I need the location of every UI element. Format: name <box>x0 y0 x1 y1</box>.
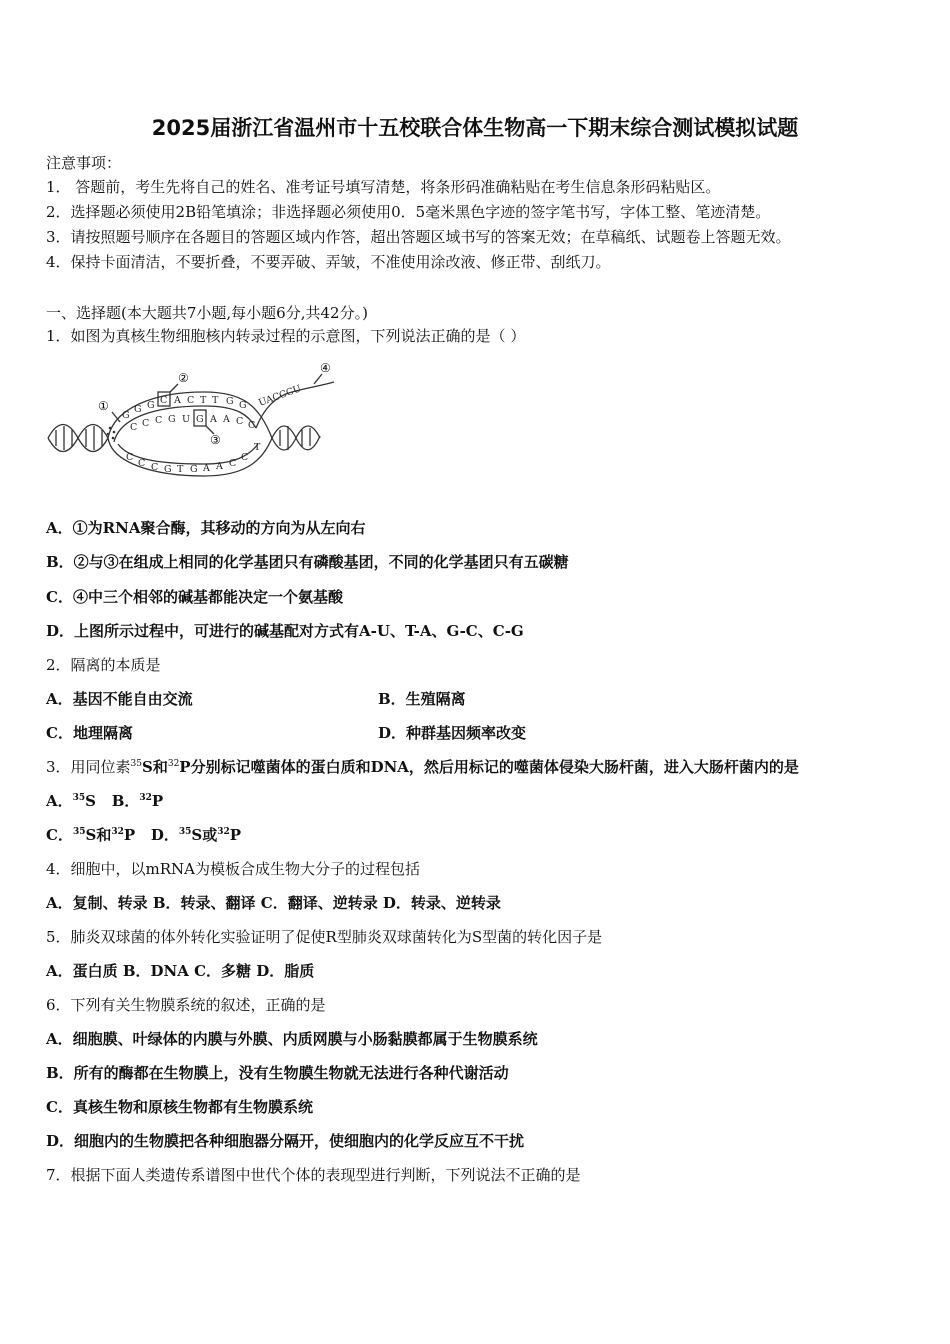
base-rna-9: C <box>248 420 256 431</box>
q3-stem: 3．用同位素$^{35}$S和$^{32}$P分别标记噬菌体的蛋白质和DNA，然后用标记的噬菌体侵染大肠杆菌，进入大肠杆菌内的是 <box>46 758 799 776</box>
marker-2: ② <box>178 371 189 385</box>
base-rna-8: C <box>236 416 244 427</box>
base-top-2: G <box>147 400 155 411</box>
base-bottom-5: G <box>190 464 198 475</box>
notice-item-3: 3．请按照题号顺序在各题目的答题区域内作答，超出答题区域书写的答案无效；在草稿纸、试题卷上答题无效。 <box>46 228 791 246</box>
q6-stem: 6．下列有关生物膜系统的叙述，正确的是 <box>46 996 326 1014</box>
base-rna-3: G <box>168 414 176 425</box>
base-bottom-9: C <box>241 452 249 463</box>
base-bottom-0: C <box>126 452 134 463</box>
q4-options: A．复制、转录 B．转录、翻译 C．翻译、逆转录 D．转录、逆转录 <box>46 894 501 912</box>
q3-options-cd: C．$^{35}$S和$^{32}$P D．$^{35}$S或$^{32}$P <box>46 826 242 844</box>
q2-option-c: C．地理隔离 <box>46 724 133 742</box>
notice-item-1: 1． 答题前，考生先将自己的姓名、准考证号填写清楚，将条形码准确粘贴在考生信息条形码粘贴区。 <box>46 178 721 196</box>
base-bottom-3: G <box>164 464 172 475</box>
base-bottom-4: T <box>177 464 184 475</box>
base-rna-2: C <box>155 415 163 426</box>
q1-option-b: B．②与③在组成上相同的化学基团只有磷酸基团，不同的化学基团只有五碳糖 <box>46 553 569 571</box>
q6-option-c: C．真核生物和原核生物都有生物膜系统 <box>46 1098 313 1116</box>
q6-option-b: B．所有的酶都在生物膜上，没有生物膜生物就无法进行各种代谢活动 <box>46 1064 509 1082</box>
q2-stem: 2．隔离的本质是 <box>46 656 161 674</box>
dna-right-strand-2 <box>272 426 320 450</box>
q7-stem: 7．根据下面人类遗传系谱图中世代个体的表现型进行判断，下列说法不正确的是 <box>46 1166 581 1184</box>
marker-1: ① <box>98 399 109 413</box>
q3-options-ab: A．$^{35}$S B．$^{32}$P <box>46 792 164 810</box>
notice-heading: 注意事项： <box>46 154 122 172</box>
base-rna-0: C <box>130 422 138 433</box>
base-top-6: T <box>200 395 207 406</box>
q4-stem: 4．细胞中，以mRNA为模板合成生物大分子的过程包括 <box>46 860 421 878</box>
base-top-1: G <box>134 404 142 415</box>
q2-option-b: B．生殖隔离 <box>378 690 466 708</box>
base-bottom-1: C <box>138 458 146 469</box>
rna-tail-bases: UACCCU <box>257 383 303 409</box>
q2-option-a: A．基因不能自由交流 <box>46 690 193 708</box>
base-bottom-10: T <box>254 442 261 453</box>
q1-option-d: D．上图所示过程中，可进行的碱基配对方式有A-U、T-A、G-C、C-G <box>46 622 524 640</box>
base-rna-7: A <box>223 414 230 425</box>
base-top-7: T <box>212 395 219 406</box>
q6-option-d: D．细胞内的生物膜把各种细胞器分隔开，使细胞内的化学反应互不干扰 <box>46 1132 525 1150</box>
q6-option-a: A．细胞膜、叶绿体的内膜与外膜、内质网膜与小肠黏膜都属于生物膜系统 <box>46 1030 538 1048</box>
base-top-4: A <box>174 395 181 406</box>
base-bottom-6: A <box>203 463 210 474</box>
dna-left-strand-2 <box>48 425 108 452</box>
transcription-diagram <box>44 358 344 488</box>
base-top-9: G <box>239 400 247 411</box>
base-top-3: C <box>160 395 168 406</box>
base-bottom-7: A <box>216 461 223 472</box>
base-top-0: G <box>122 410 130 421</box>
base-top-8: G <box>226 396 234 407</box>
q1-option-c: C．④中三个相邻的碱基都能决定一个氨基酸 <box>46 588 343 606</box>
marker-4: ④ <box>320 361 331 375</box>
q5-options: A．蛋白质 B．DNA C．多糖 D．脂质 <box>46 962 315 980</box>
base-bottom-8: C <box>229 458 237 469</box>
q2-option-d: D．种群基因频率改变 <box>378 724 527 742</box>
base-rna-6: A <box>210 414 217 425</box>
marker-3: ③ <box>210 433 221 447</box>
section-heading: 一、选择题(本大题共7小题,每小题6分,共42分。) <box>46 304 368 322</box>
base-rna-4: U <box>182 414 191 425</box>
q5-stem: 5．肺炎双球菌的体外转化实验证明了促使R型肺炎双球菌转化为S型菌的转化因子是 <box>46 928 603 946</box>
base-rna-5: G <box>196 414 204 425</box>
q1-stem: 1．如图为真核生物细胞核内转录过程的示意图，下列说法正确的是（ ） <box>46 327 526 345</box>
q1-option-a: A．①为RNA聚合酶，其移动的方向为从左向右 <box>46 519 366 537</box>
base-rna-1: C <box>142 418 150 429</box>
notice-item-4: 4．保持卡面清洁，不要折叠，不要弄破、弄皱，不准使用涂改液、修正带、刮纸刀。 <box>46 253 611 271</box>
notice-item-2: 2．选择题必须使用2B铅笔填涂；非选择题必须使用0．5毫米黑色字迹的签字笔书写，字体工整、笔迹清楚。 <box>46 203 771 221</box>
page-title: 2025届浙江省温州市十五校联合体生物高一下期末综合测试模拟试题 <box>151 116 799 140</box>
base-bottom-2: C <box>151 462 159 473</box>
base-top-5: C <box>187 395 195 406</box>
